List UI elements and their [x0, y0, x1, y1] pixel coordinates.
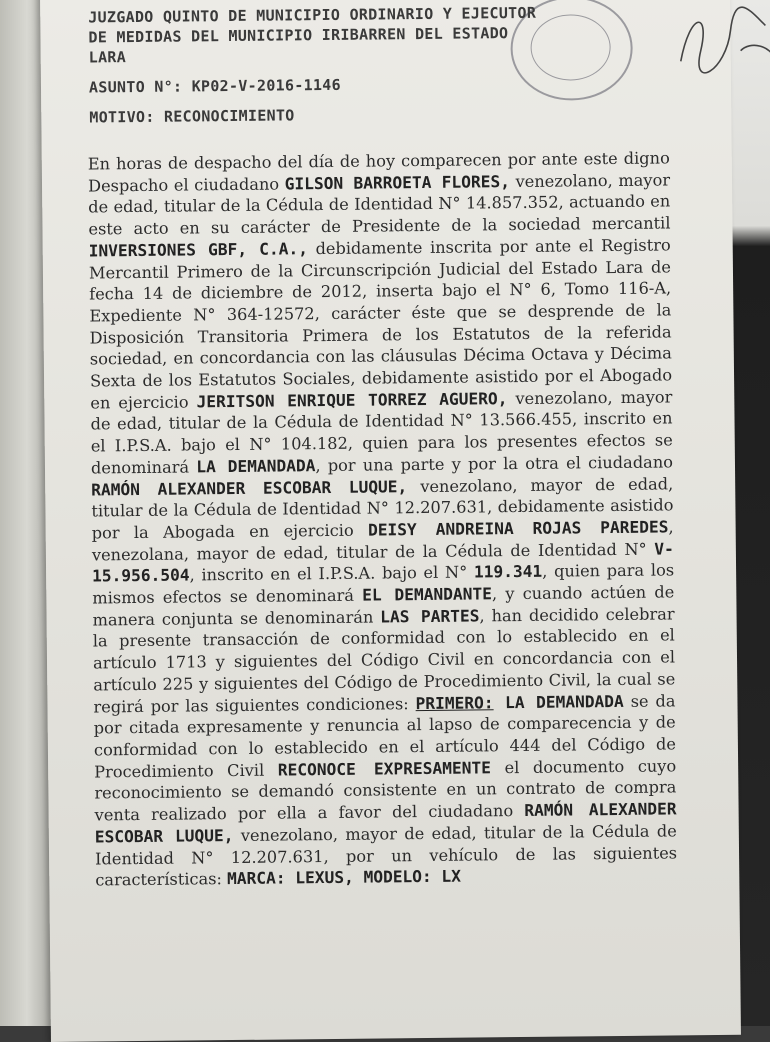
party-name: RAMÓN ALEXANDER ESCOBAR LUQUE,: [94, 799, 677, 847]
body-text: venezolano, mayor de edad, titular de la Cédula de Identidad N° 13.566.455, inscrito en el I.P.S.A. bajo el N° 104.182, quien para los presentes efectos se denominará: [90, 387, 673, 478]
ipsa-number: 119.341: [473, 562, 543, 582]
handwritten-signature: [670, 0, 770, 81]
body-text: , venezolana, mayor de edad, titular de la Cédula de Identidad N°: [91, 517, 674, 565]
lawyer-name: DEISY ANDREINA ROJAS PAREDES: [367, 517, 669, 540]
body-text: , quien para los mismos efectos se denominará: [92, 560, 675, 608]
parties-label: LAS PARTES: [380, 606, 480, 627]
body-text: , y cuando actúen de manera conjunta se denominarán: [92, 582, 675, 630]
court-name-line-3: LARA: [88, 48, 127, 67]
party-name: RAMÓN ALEXANDER ESCOBAR LUQUE,: [91, 476, 408, 500]
body-text: venezolano, mayor de edad, titular de la Cédula de Identidad N° 12.207.631, por un vehículo de las siguientes características:: [94, 821, 678, 890]
case-motive: MOTIVO: RECONOCIMIENTO: [89, 106, 295, 127]
vehicle-details: MARCA: LEXUS, MODELO: LX: [226, 866, 462, 889]
clause-first-label: PRIMERO:: [415, 692, 494, 713]
id-number: V-15.956.504: [92, 539, 674, 586]
body-text: venezolano, mayor de edad, titular de la Cédula de Identidad N° 12.207.631, debidamente asistido por la Abogada en ejercicio: [91, 473, 674, 543]
defendant-label: LA DEMANDADA: [493, 691, 624, 712]
body-text: , han decidido celebrar la presente transacción de conformidad con lo establecido en el artículo 1713 y siguientes del Código Civil en concordancia con el artículo 225 y siguientes del Código de Procedimiento Civil, la cual se regirá por las siguientes condiciones:: [92, 604, 676, 717]
document-body: [88, 147, 678, 891]
body-text: debidamente inscrita por ante el Registro Mercantil Primero de la Circunscripción Judicial del Estado Lara de fecha 14 de diciembre de 2012, inserta bajo el N° 6, Tomo 116-A, Expediente N° 364-12572, carácter éste que se desprende de la Disposición Transitoria Primera de los Estatutos de la referida sociedad, en concordancia con las cláusulas Décima Octava y Décima Sexta de los Estatutos Sociales, debidamente asistido por el Abogado en ejercicio: [88, 235, 673, 413]
body-text: En horas de despacho del día de hoy comparecen por ante este digno Despacho el ciudadano: [87, 148, 670, 196]
body-text: , inscrito en el I.P.S.A. bajo el N°: [189, 562, 475, 585]
body-text: se da por citada expresamente y renuncia al lapso de comparecencia y de conformidad con lo establecido en el artículo 444 del Código de Procedimiento Civil: [93, 690, 677, 782]
court-name-line-2: DE MEDIDAS DEL MUNICIPIO IRIBARREN DEL ESTADO: [88, 24, 509, 47]
body-text: el documento cuyo reconocimiento se demandó consistente en un contrato de compra venta realizado por ella a favor del ciudadano: [94, 756, 677, 825]
body-text: venezolano, mayor de edad, titular de la Cédula de Identidad N° 14.857.352, actuando en este acto en su carácter de Presidente de la sociedad mercantil: [88, 170, 671, 239]
plaintiff-label: EL DEMANDANTE: [362, 584, 493, 605]
document-page: [40, 0, 741, 1042]
party-name: GILSON BARROETA FLORES,: [284, 171, 511, 194]
lawyer-name: JERITSON ENRIQUE TORREZ AGUERO,: [196, 388, 508, 412]
company-name: INVERSIONES GBF, C.A.,: [88, 239, 309, 261]
defendant-label: LA DEMANDADA: [196, 455, 316, 477]
court-name-line-1: JUZGADO QUINTO DE MUNICIPIO ORDINARIO Y EJECUTOR: [88, 3, 537, 27]
recognition-label: RECONOCE EXPRESAMENTE: [277, 758, 492, 780]
document-header: [88, 2, 649, 128]
case-number: ASUNTO N°: KP02-V-2016-1146: [88, 75, 342, 97]
body-text: , por una parte y por la otra el ciudadano: [315, 452, 674, 475]
